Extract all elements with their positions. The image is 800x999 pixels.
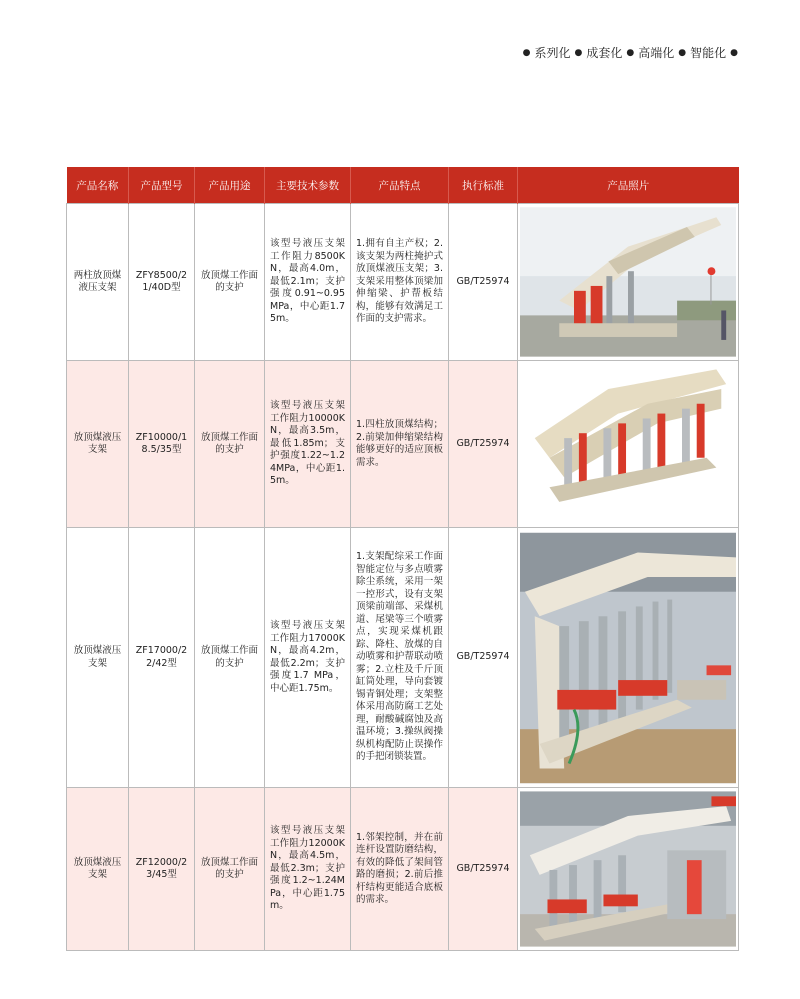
column-header-photo: 产品照片 [518,167,739,204]
table-header-row [67,167,739,204]
product-name: 两柱放顶煤液压支架 [67,204,129,361]
product-photo-cell [518,361,739,528]
product-name: 放顶煤液压支架 [67,528,129,788]
product-model: ZF10000/18.5/35型 [129,361,195,528]
product-model: ZF12000/23/45型 [129,788,195,951]
product-photo-cell [518,204,739,361]
product-params: 该型号液压支架工作阻力17000KN，最高4.2m，最低2.2m；支护强度1.7 MPa，中心距1.75m。 [265,528,351,788]
product-photo [520,791,736,947]
product-usage: 放顶煤工作面的支护 [195,204,265,361]
tagline-item: 智能化 [690,46,727,60]
tagline-item: 系列化 [534,46,571,60]
product-photo-cell [518,528,739,788]
column-header-features: 产品特点 [351,167,449,204]
product-standard: GB/T25974 [449,788,518,951]
bullet-icon: ● [574,47,583,58]
product-params: 该型号液压支架工作阻力12000KN，最高4.5m，最低2.3m；支护强度1.2~1.24MPa，中心距1.75m。 [265,788,351,951]
product-photo [520,207,736,357]
bullet-icon: ● [730,47,738,58]
tagline [523,44,738,61]
product-standard: GB/T25974 [449,361,518,528]
product-features: 1.拥有自主产权；2.该支架为两柱掩护式放顶煤液压支架；3.支架采用整体顶梁加伸缩梁、护帮板结构，能够有效满足工作面的支护需求。 [351,204,449,361]
bullet-icon: ● [678,47,687,58]
column-header-model: 产品型号 [129,167,195,204]
product-usage: 放顶煤工作面的支护 [195,361,265,528]
bullet-icon: ● [522,47,531,58]
product-model: ZF17000/22/42型 [129,528,195,788]
product-params: 该型号液压支架工作阻力8500KN，最高4.0m，最低2.1m；支护强度0.91~0.95MPa，中心距1.75m。 [265,204,351,361]
product-usage: 放顶煤工作面的支护 [195,528,265,788]
table-row [67,528,739,788]
product-params: 该型号液压支架工作阻力10000KN，最高3.5m，最低1.85m；支护强度1.22~1.24MPa，中心距1.5m。 [265,361,351,528]
table-row [67,788,739,951]
table-row [67,361,739,528]
column-header-usage: 产品用途 [195,167,265,204]
product-usage: 放顶煤工作面的支护 [195,788,265,951]
product-standard: GB/T25974 [449,528,518,788]
product-model: ZFY8500/21/40D型 [129,204,195,361]
tagline-item: 成套化 [586,46,623,60]
table-row [67,204,739,361]
product-photo-cell [518,788,739,951]
product-photo [520,364,736,524]
bullet-icon: ● [626,47,635,58]
product-standard: GB/T25974 [449,204,518,361]
product-photo [520,532,736,784]
column-header-name: 产品名称 [67,167,129,204]
product-table [66,167,739,951]
column-header-params: 主要技术参数 [265,167,351,204]
product-features: 1.四柱放顶煤结构；2.前梁加伸缩梁结构能够更好的适应顶板需求。 [351,361,449,528]
product-features: 1.邻架控制，并在前连杆设置防磨结构，有效的降低了架间管路的磨损；2.前后推杆结构更能适合底板的需求。 [351,788,449,951]
tagline-item: 高端化 [638,46,675,60]
product-name: 放顶煤液压支架 [67,361,129,528]
product-features: 1.支架配综采工作面智能定位与多点喷雾除尘系统，采用一架一控形式，设有支架顶梁前端部、采煤机道、尾梁等三个喷雾点，实现采煤机跟踪、降柱、放煤的自动喷雾和护帮联动喷雾；2.立柱及千斤顶缸筒处理，导向套镀锡青铜处理；支架整体采用高防腐工艺处理，耐酸碱腐蚀及高温环境；3.操纵阀操纵机构配防止误操作的手把闭锁装置。 [351,528,449,788]
column-header-standard: 执行标准 [449,167,518,204]
product-name: 放顶煤液压支架 [67,788,129,951]
